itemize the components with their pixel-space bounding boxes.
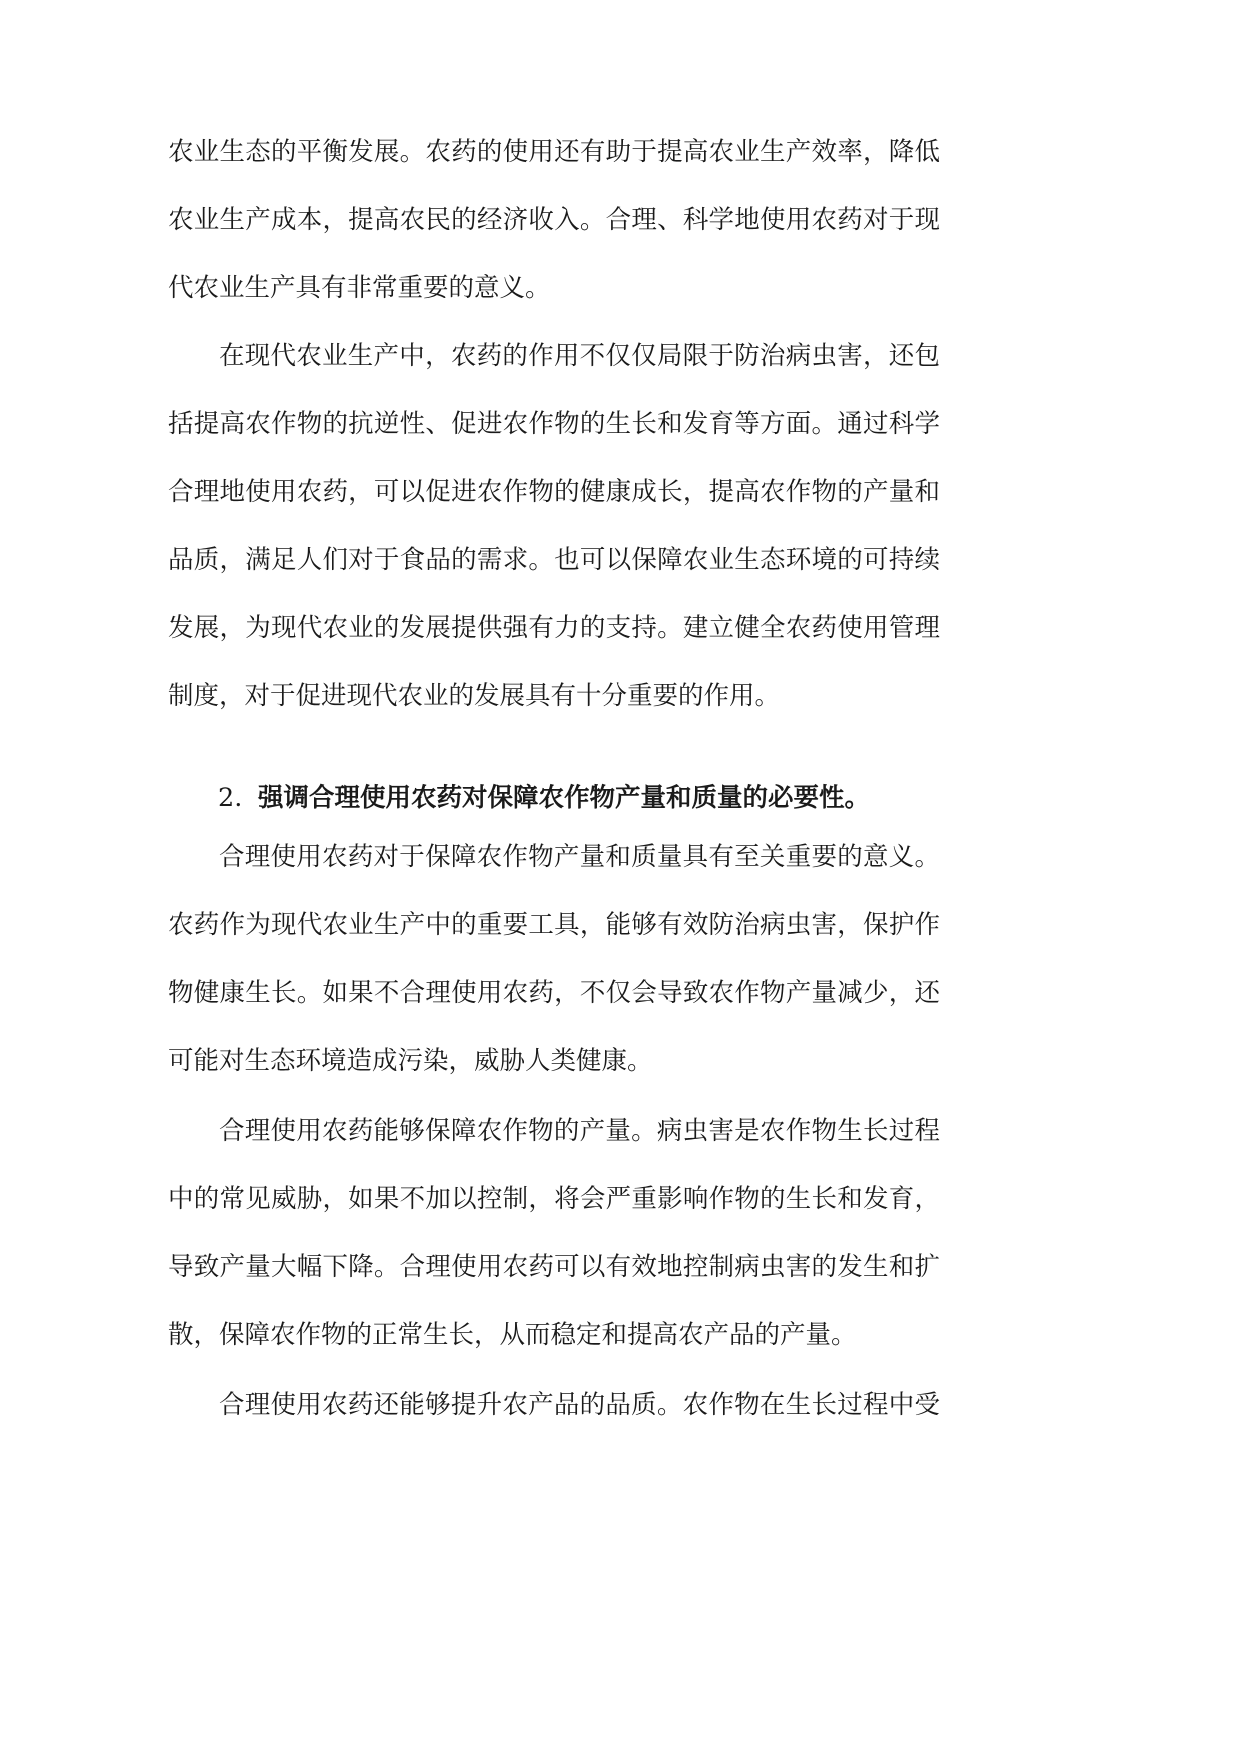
text-line: 物健康生长。如果不合理使用农药，不仅会导致农作物产量减少，还 [168,978,940,1008]
text-line: 散，保障农作物的正常生长，从而稳定和提高农产品的产量。 [168,1320,857,1350]
text-line: 品质，满足人们对于食品的需求。也可以保障农业生态环境的可持续 [168,545,940,575]
text-line: 括提高农作物的抗逆性、促进农作物的生长和发育等方面。通过科学 [168,409,940,439]
paragraph [168,118,940,322]
paragraph [168,1097,940,1369]
text-line: 农业生态的平衡发展。农药的使用还有助于提高农业生产效率，降低 [168,137,940,167]
text-line: 合理使用农药还能够提升农产品的品质。农作物在生长过程中受 [219,1390,940,1420]
text-line: 在现代农业生产中，农药的作用不仅仅局限于防治病虫害，还包 [219,341,940,371]
text-line: 合理地使用农药，可以促进农作物的健康成长，提高农作物的产量和 [168,477,940,507]
section-number: 2. [218,783,243,813]
text-line: 可能对生态环境造成污染，威胁人类健康。 [168,1046,653,1076]
text-line: 合理使用农药能够保障农作物的产量。病虫害是农作物生长过程 [219,1116,940,1146]
text-line: 农药作为现代农业生产中的重要工具，能够有效防治病虫害，保护作 [168,910,940,940]
text-line: 中的常见威胁，如果不加以控制，将会严重影响作物的生长和发育， [168,1184,940,1214]
document-body [168,118,940,1439]
text-line: 发展，为现代农业的发展提供强有力的支持。建立健全农药使用管理 [168,613,940,643]
section-heading [168,773,940,823]
text-line: 制度，对于促进现代农业的发展具有十分重要的作用。 [168,681,781,711]
section-title: 强调合理使用农药对保障农作物产量和质量的必要性。 [258,783,871,813]
paragraph [168,823,940,1095]
paragraph [168,322,940,730]
text-line: 代农业生产具有非常重要的意义。 [168,273,551,303]
paragraph [168,1371,940,1439]
text-line: 合理使用农药对于保障农作物产量和质量具有至关重要的意义。 [219,842,940,872]
text-line: 导致产量大幅下降。合理使用农药可以有效地控制病虫害的发生和扩 [168,1252,940,1282]
text-line: 农业生产成本，提高农民的经济收入。合理、科学地使用农药对于现 [168,205,940,235]
